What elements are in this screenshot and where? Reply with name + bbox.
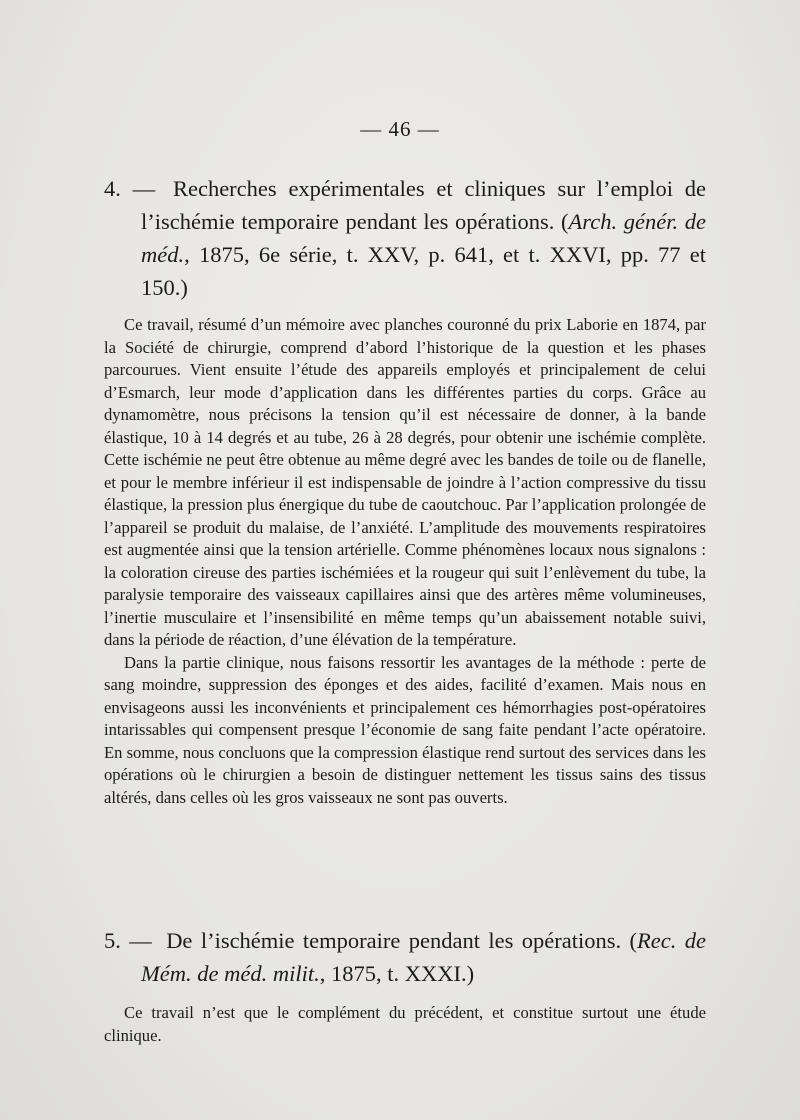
entry-body <box>104 314 706 809</box>
entry-source-journal: Arch. génér. de méd. <box>141 209 706 267</box>
bibliography-entry-5 <box>104 924 706 1047</box>
entry-source-details: , 1875, 6e série, t. XXV, p. 641, et t. XXVI, pp. 77 et 150.) <box>141 242 706 300</box>
entry-number: 5. — <box>104 928 152 953</box>
entry-heading <box>104 172 706 304</box>
entry-paragraph: Ce travail n’est que le complément du précédent, et constitue surtout une étude clinique. <box>104 1003 706 1045</box>
bibliography-entry-4 <box>104 172 706 809</box>
entry-source-details: , 1875, t. XXXI.) <box>319 961 475 986</box>
page-number: — 46 — <box>360 117 440 141</box>
entry-source-journal: Rec. de Mém. de méd. milit. <box>141 928 707 986</box>
entry-paragraph: Dans la partie clinique, nous faisons ressortir les avantages de la méthode : perte de sang moindre, suppression des éponges et des aides, facilité d’examen. Mais nous en envisageons aussi les inconvénients et principalement ces hémorrhagies post-opératoires intarissables qui compensent presque l’économie de sang faite pendant l’acte opératoire. En somme, nous concluons que la compression élastique rend surtout des services dans les opérations où le chirurgien a besoin de distinguer nettement les tissus sains des tissus altérés, dans celles où les gros vaisseaux ne sont pas ouverts. <box>104 652 706 807</box>
entry-title: Recherches expérimentales et cliniques sur l’emploi de l’ischémie temporaire pendant les opérations. ( <box>141 176 707 234</box>
entry-number: 4. — <box>104 176 156 201</box>
entry-title: De l’ischémie temporaire pendant les opérations. ( <box>166 928 638 953</box>
entry-body <box>104 1002 706 1047</box>
entry-paragraph: Ce travail, résumé d’un mémoire avec planches couronné du prix Laborie en 1874, par la Société de chirurgie, comprend d’abord l’historique de la question et les phases parcourues. Vient ensuite l’étude des appareils employés et principalement de celui d’Esmarch, leur mode d’application dans les différentes parties du corps. Grâce au dynamomètre, nous précisons la tension qu’il est nécessaire de donner, à la bande élastique, 10 à 14 degrés et au tube, 26 à 28 degrés, pour obtenir une ischémie complète. Cette ischémie ne peut être obtenue au même degré avec les bandes de toile ou de flanelle, et pour le membre inférieur il est indispensable de joindre à l’action compressive du tissu élastique, la pression plus énergique du tube de caoutchouc. Par l’application prolongée de l’appareil se produit du malaise, de l’anxiété. L’amplitude des mouvements respiratoires est augmentée ainsi que la tension artérielle. Comme phénomènes locaux nous signalons : la coloration cireuse des parties ischémiées et la rougeur qui suit l’enlèvement du tube, la paralysie temporaire des vaisseaux capillaires ainsi que des artères même volumineuses, l’inertie musculaire et l’insensibilité en même temps qu’un abaissement notable suivi, dans la période de réaction, d’une élévation de la température. <box>104 315 706 649</box>
entry-heading <box>104 924 706 990</box>
